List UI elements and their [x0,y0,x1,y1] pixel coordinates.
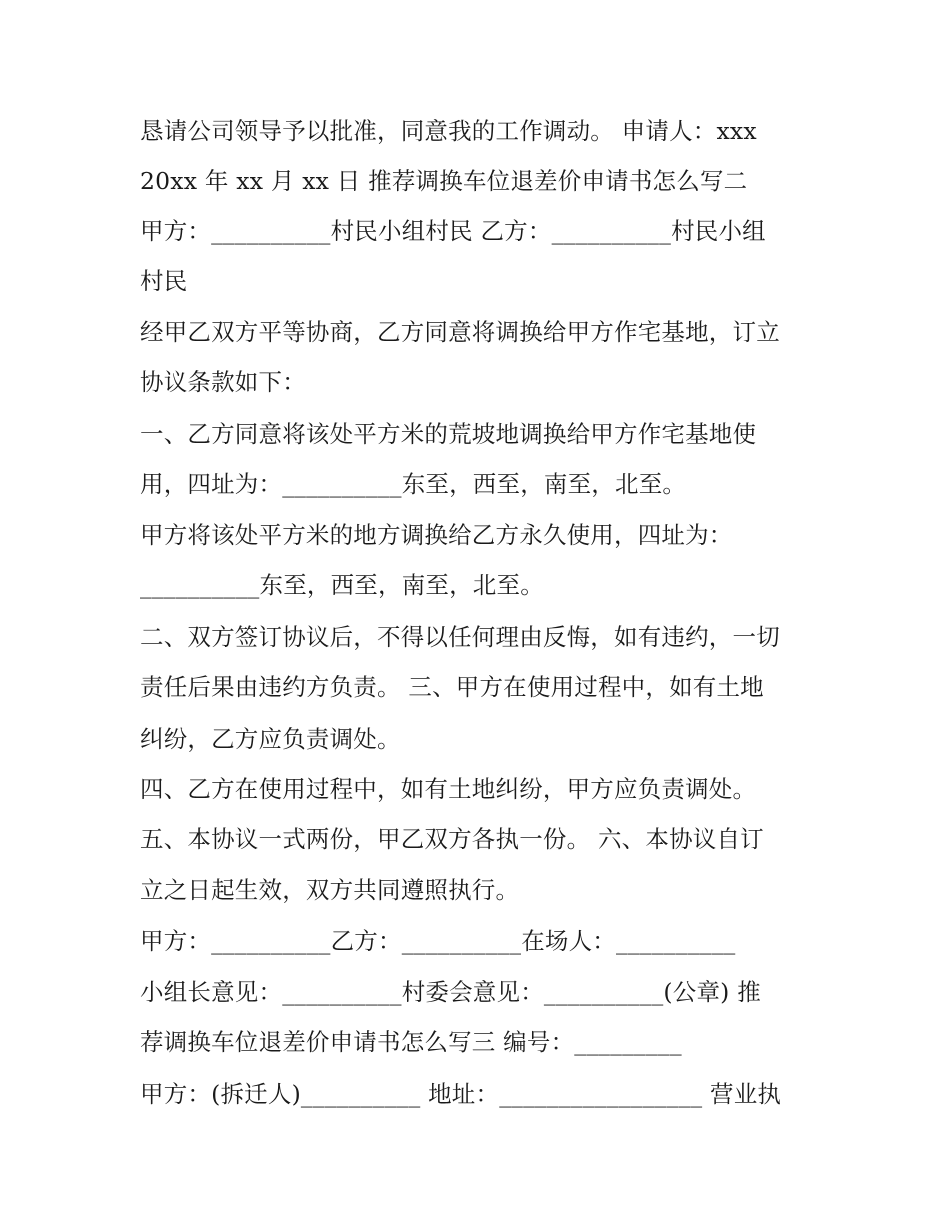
text-line-17: 甲方：__________乙方：__________在场人：__________ [140,927,736,955]
text-line-15: 五、本协议一式两份，甲乙双方各执一份。 六、本协议自订 [140,825,764,853]
text-line-5: 经甲乙双方平等协商，乙方同意将调换给甲方作宅基地，订立 [140,318,780,346]
text-line-13: 纠纷，乙方应负责调处。 [140,725,401,753]
text-line-3: 甲方：__________村民小组村民 乙方：__________村民小组 [140,217,766,245]
text-line-14: 四、乙方在使用过程中，如有土地纠纷，甲方应负责调处。 [140,775,757,803]
text-line-1: 恳请公司领导予以批准，同意我的工作调动。 申请人：xxx [140,117,757,145]
text-line-19: 荐调换车位退差价申请书怎么写三 编号：_________ [140,1028,682,1056]
text-line-18: 小组长意见：__________村委会意见：__________(公章) 推 [140,978,761,1006]
text-line-2: 20xx 年 xx 月 xx 日 推荐调换车位退差价申请书怎么写二 [140,167,748,195]
text-line-16: 立之日起生效，双方共同遵照执行。 [140,876,520,904]
text-line-7: 一、乙方同意将该处平方米的荒坡地调换给甲方作宅基地使 [140,420,757,448]
text-line-8: 用，四址为：__________东至，西至，南至，北至。 [140,470,687,498]
text-line-20: 甲方：(拆迁人)__________ 地址：_________________ 营业执 [140,1080,782,1108]
text-line-12: 责任后果由违约方负责。 三、甲方在使用过程中，如有土地 [140,673,764,701]
text-line-10: __________东至，西至，南至，北至。 [140,571,544,599]
text-line-6: 协议条款如下： [140,368,306,396]
text-line-11: 二、双方签订协议后，不得以任何理由反悔，如有违约，一切 [140,623,780,651]
text-line-4: 村民 [140,267,188,295]
text-line-9: 甲方将该处平方米的地方调换给乙方永久使用，四址为： [140,521,733,549]
